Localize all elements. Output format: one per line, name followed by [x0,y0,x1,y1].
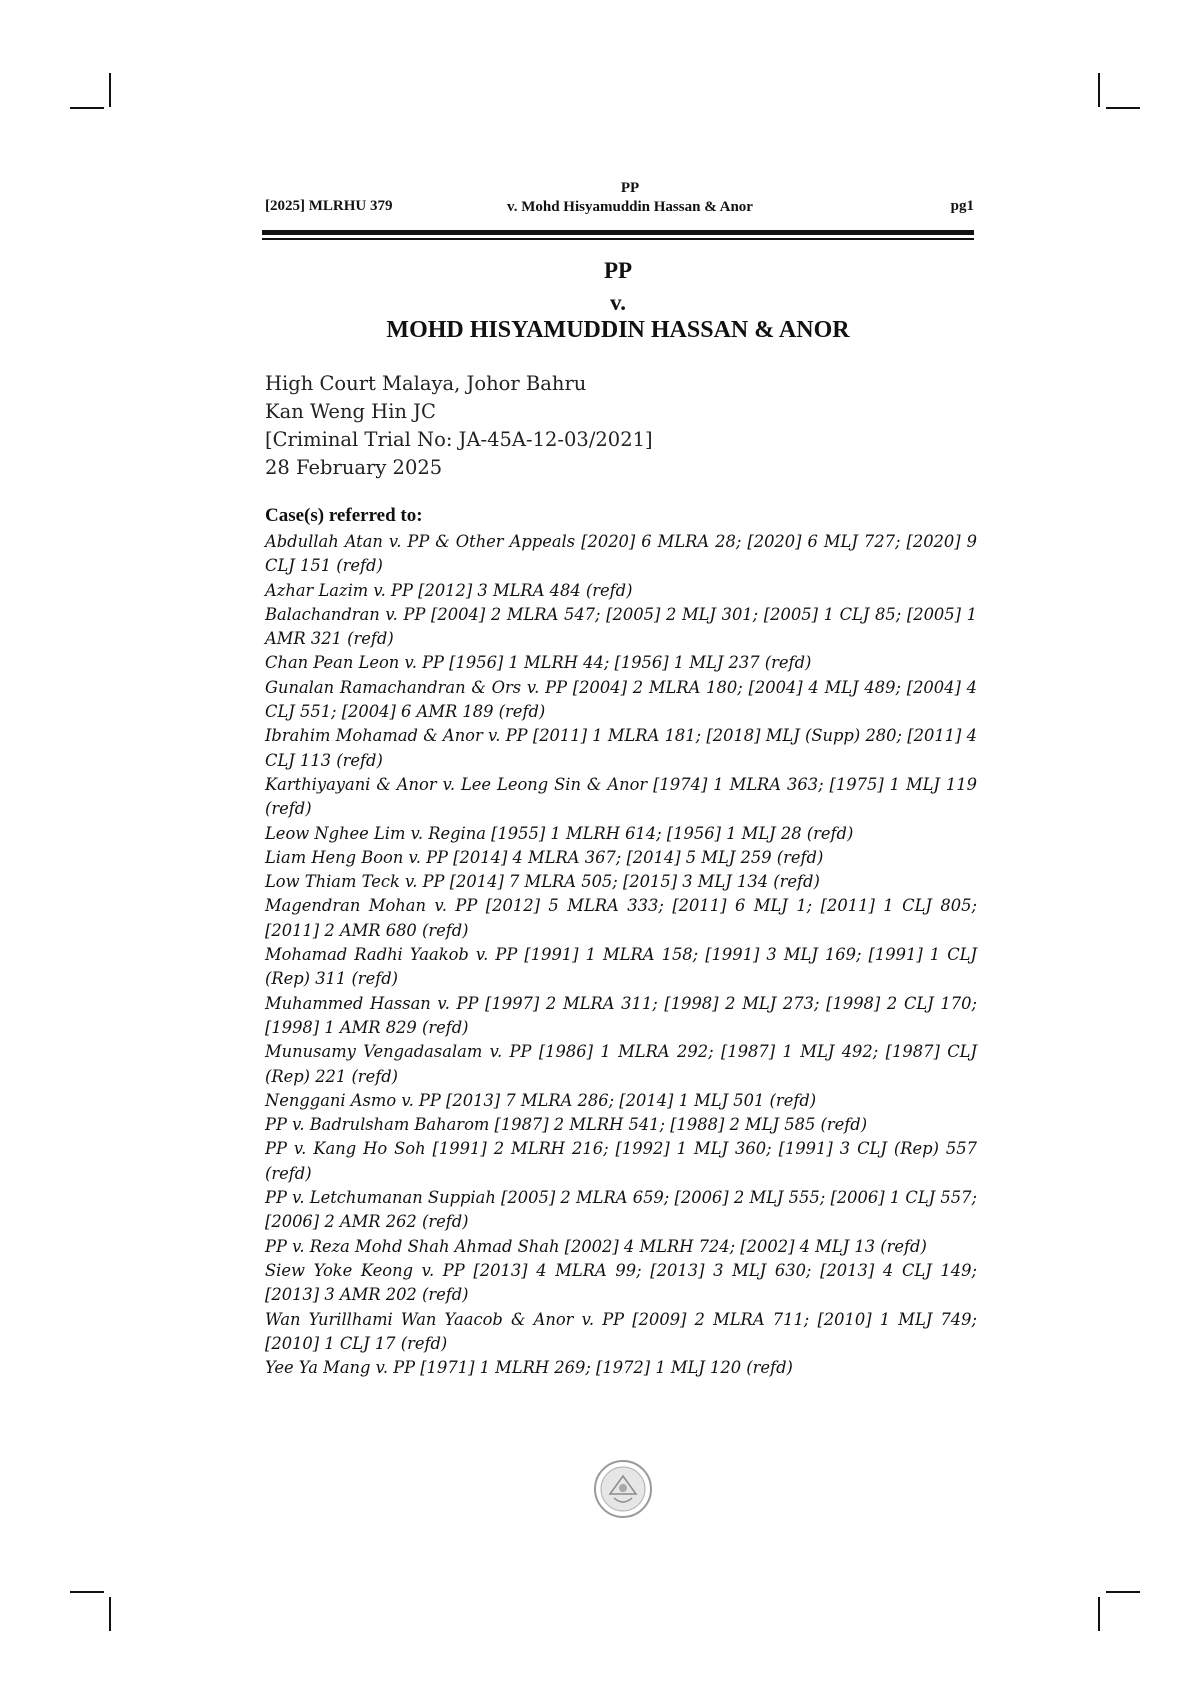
cases-list [265,530,977,1380]
case-citation: Yee Ya Mang v. PP [1971] 1 MLRH 269; [1972] 1 MLJ 120 (refd) [265,1358,793,1378]
court-seal-icon [592,1458,654,1520]
case-citation: Mohamad Radhi Yaakob v. PP [1991] 1 MLRA 158; [1991] 3 MLJ 169; [1991] 1 CLJ (Rep) 311 (refd) [265,945,977,989]
case-meta [265,370,653,482]
case-citation: Magendran Mohan v. PP [2012] 5 MLRA 333; [2011] 6 MLJ 1; [2011] 1 CLJ 805; [2011] 2 AMR 680 (refd) [265,896,977,940]
title-defendant: MOHD HISYAMUDDIN HASSAN & ANOR [386,317,850,343]
header-party-line2: v. Mohd Hisyamuddin Hassan & Anor [507,199,753,215]
header-citation: [2025] MLRHU 379 [265,198,393,214]
case-citation: Munusamy Vengadasalam v. PP [1986] 1 MLRA 292; [1987] 1 MLJ 492; [1987] CLJ (Rep) 221 (refd) [265,1042,977,1086]
crop-mark-bottom-right-h [1106,1591,1140,1593]
case-citation: PP v. Kang Ho Soh [1991] 2 MLRH 216; [1992] 1 MLJ 360; [1991] 3 CLJ (Rep) 557 (refd) [265,1139,977,1183]
case-citation: Leow Nghee Lim v. Regina [1955] 1 MLRH 614; [1956] 1 MLJ 28 (refd) [265,823,854,843]
case-citation: Wan Yurillhami Wan Yaacob & Anor v. PP [2009] 2 MLRA 711; [2010] 1 MLJ 749; [2010] 1 CLJ 17 (refd) [265,1309,977,1353]
case-citation: Karthiyayani & Anor v. Lee Leong Sin & Anor [1974] 1 MLRA 363; [1975] 1 MLJ 119 (refd) [265,774,977,819]
court-name: High Court Malaya, Johor Bahru [265,372,587,395]
case-citation: PP v. Letchumanan Suppiah [2005] 2 MLRA 659; [2006] 2 MLJ 555; [2006] 1 CLJ 557; [2006] 2 AMR 262 (refd) [265,1188,977,1232]
case-citation: Abdullah Atan v. PP & Other Appeals [2020] 6 MLRA 28; [2020] 6 MLJ 727; [2020] 9 CLJ 151 (refd) [265,532,977,576]
crop-mark-bottom-left-h [70,1591,104,1593]
header-rule-thick [262,230,974,235]
judgment-date: 28 February 2025 [265,456,443,479]
crop-mark-top-right-v [1098,73,1100,107]
header-parties [480,179,780,217]
case-citation: Chan Pean Leon v. PP [1956] 1 MLRH 44; [1956] 1 MLJ 237 (refd) [265,653,812,673]
case-citation: Liam Heng Boon v. PP [2014] 4 MLRA 367; [2014] 5 MLJ 259 (refd) [265,847,824,867]
judge-name: Kan Weng Hin JC [265,400,436,423]
case-citation: Balachandran v. PP [2004] 2 MLRA 547; [2005] 2 MLJ 301; [2005] 1 CLJ 85; [2005] 1 AMR 321 (refd) [265,604,977,649]
case-citation: Siew Yoke Keong v. PP [2013] 4 MLRA 99; [2013] 3 MLJ 630; [2013] 4 CLJ 149; [2013] 3 AMR 202 (refd) [265,1260,977,1305]
case-citation: Nenggani Asmo v. PP [2013] 7 MLRA 286; [2014] 1 MLJ 501 (refd) [265,1090,817,1110]
header-rule-thin [262,238,974,240]
crop-mark-bottom-right-v [1098,1597,1100,1631]
crop-mark-top-left-h [70,107,104,109]
cases-heading: Case(s) referred to: [265,505,423,526]
header-party-line1: PP [620,180,640,196]
header-page-label: pg1 [950,198,974,214]
case-citation: Low Thiam Teck v. PP [2014] 7 MLRA 505; [2015] 3 MLJ 134 (refd) [265,872,820,892]
case-citation: Gunalan Ramachandran & Ors v. PP [2004] 2 MLRA 180; [2004] 4 MLJ 489; [2004] 4 CLJ 551; [2004] 6 AMR 189 (refd) [265,677,977,722]
case-citation: Muhammed Hassan v. PP [1997] 2 MLRA 311; [1998] 2 MLJ 273; [1998] 2 CLJ 170; [1998] 1 AMR 829 (refd) [265,993,977,1037]
case-citation: Azhar Lazim v. PP [2012] 3 MLRA 484 (refd) [265,580,633,600]
crop-mark-top-right-h [1106,107,1140,109]
case-citation: PP v. Badrulsham Baharom [1987] 2 MLRH 541; [1988] 2 MLJ 585 (refd) [265,1115,868,1135]
title-plaintiff: PP [603,258,633,283]
case-number: [Criminal Trial No: JA-45A-12-03/2021] [265,428,653,451]
crop-mark-top-left-v [109,73,111,107]
crop-mark-bottom-left-v [109,1597,111,1631]
case-citation: Ibrahim Mohamad & Anor v. PP [2011] 1 MLRA 181; [2018] MLJ (Supp) 280; [2011] 4 CLJ 113 (refd) [265,726,977,770]
case-citation: PP v. Reza Mohd Shah Ahmad Shah [2002] 4 MLRH 724; [2002] 4 MLJ 13 (refd) [265,1236,927,1256]
title-versus: v. [610,290,626,315]
